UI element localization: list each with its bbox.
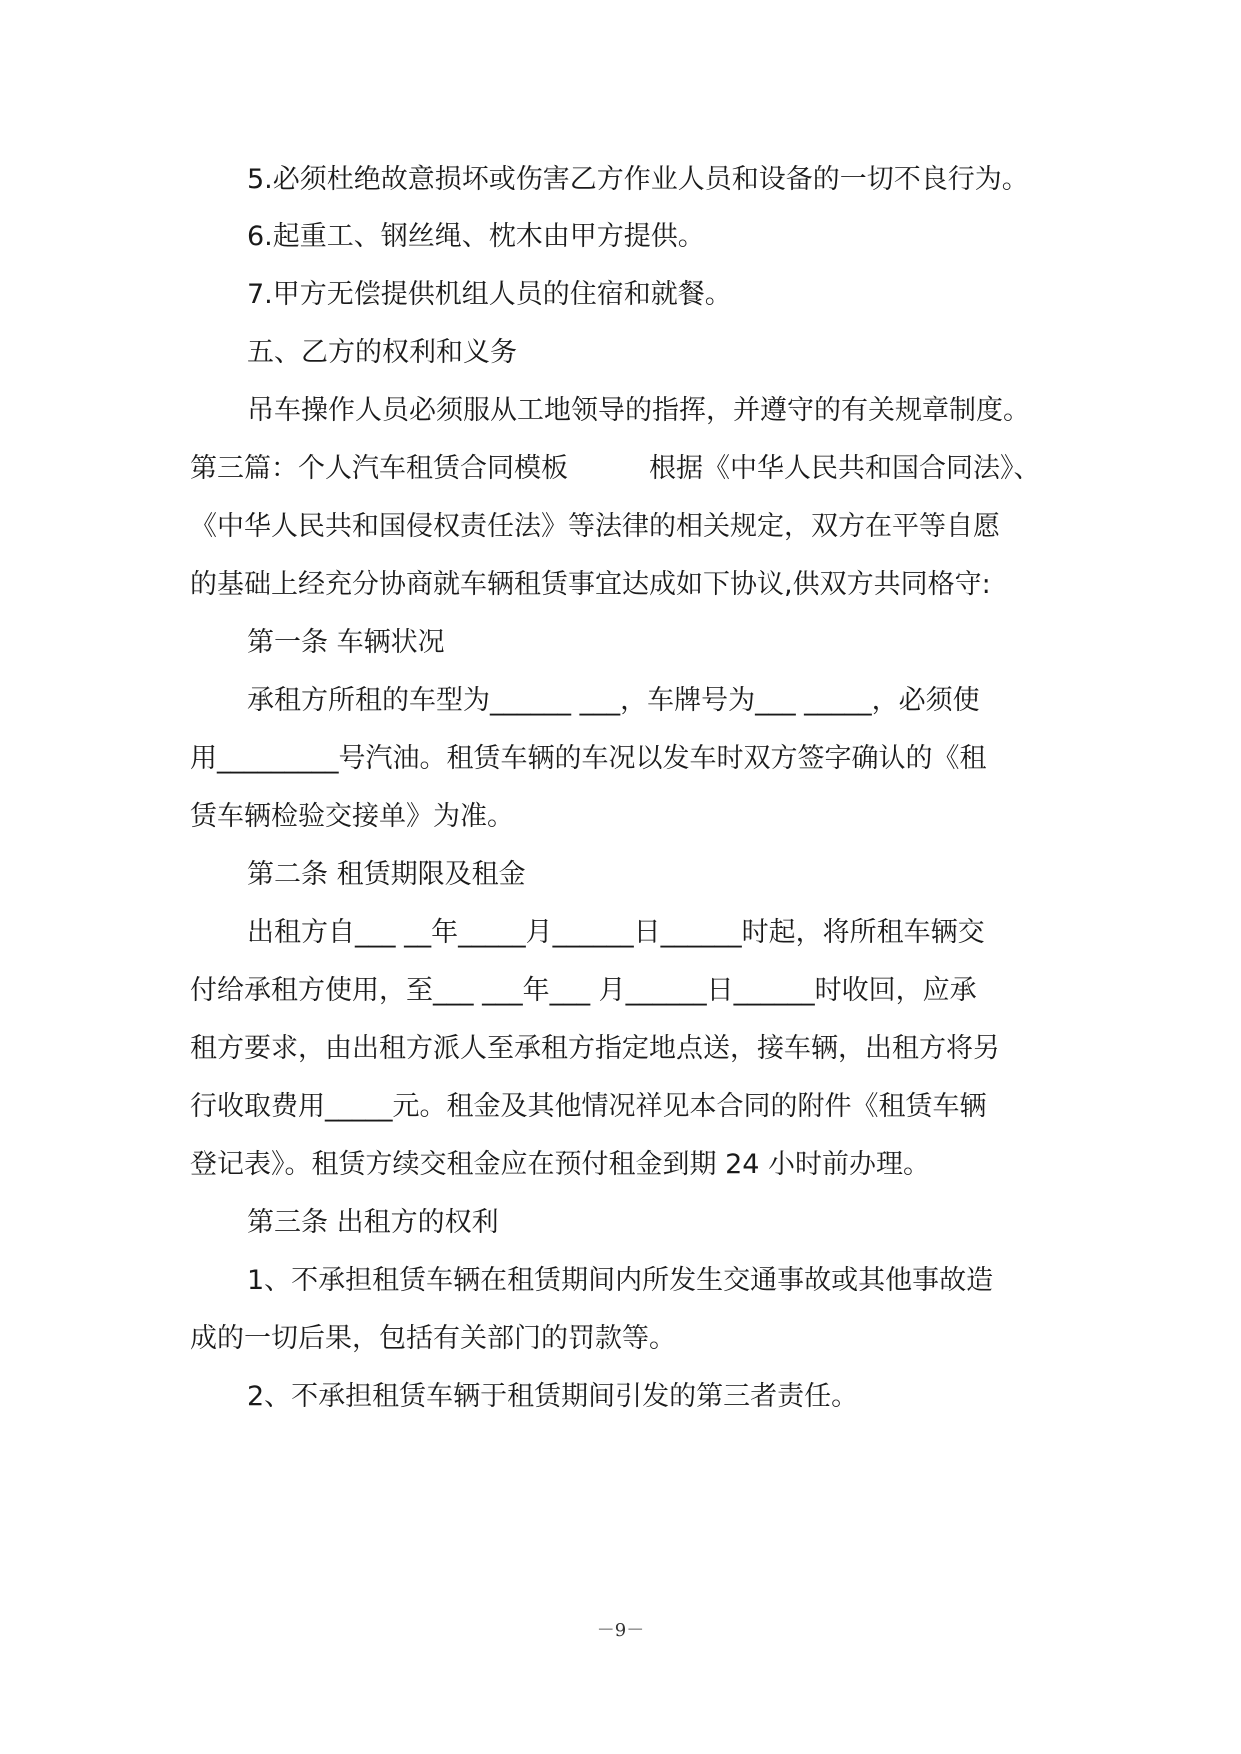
clause-line: 5.必须杜绝故意损坏或伤害乙方作业人员和设备的一切不良行为。 <box>247 164 1029 195</box>
paragraph-line: 《中华人民共和国侵权责任法》等法律的相关规定，双方在平等自愿 <box>190 511 1000 542</box>
paragraph-line: 用_________号汽油。租赁车辆的车况以发车时双方签字确认的《租 <box>190 743 987 774</box>
paragraph-line: 租方要求，由出租方派人至承租方指定地点送，接车辆，出租方将另 <box>190 1033 1000 1064</box>
clause-line: 7.甲方无偿提供机组人员的住宿和就餐。 <box>247 279 732 310</box>
paragraph-line: 付给承租方使用，至___ ___年___ 月______日______时收回，应承 <box>190 975 977 1006</box>
chapter-title-line: 第三篇：个人汽车租赁合同模板 根据《中华人民共和国合同法》、 <box>190 453 1041 484</box>
paragraph-line: 出租方自___ __年_____月______日______时起，将所租车辆交 <box>247 917 985 948</box>
paragraph-line: 的基础上经充分协商就车辆租赁事宜达成如下协议,供双方共同格守: <box>190 569 991 600</box>
article-heading: 第三条 出租方的权利 <box>247 1207 499 1238</box>
paragraph-line: 1、不承担租赁车辆在租赁期间内所发生交通事故或其他事故造 <box>247 1265 994 1296</box>
paragraph-line: 成的一切后果，包括有关部门的罚款等。 <box>190 1323 676 1354</box>
section-heading: 五、乙方的权利和义务 <box>247 337 517 368</box>
article-heading: 第一条 车辆状况 <box>247 627 445 658</box>
page-number: －9－ <box>596 1620 645 1641</box>
paragraph-line: 赁车辆检验交接单》为准。 <box>190 801 514 832</box>
paragraph-line: 承租方所租的车型为______ ___，车牌号为___ _____，必须使 <box>247 685 980 716</box>
paragraph-line: 登记表》。租赁方续交租金应在预付租金到期 24 小时前办理。 <box>190 1149 931 1180</box>
paragraph-line: 行收取费用_____元。租金及其他情况祥见本合同的附件《租赁车辆 <box>190 1091 987 1122</box>
article-heading: 第二条 租赁期限及租金 <box>247 859 526 890</box>
paragraph-line: 吊车操作人员必须服从工地领导的指挥，并遵守的有关规章制度。 <box>247 395 1030 426</box>
paragraph-line: 2、不承担租赁车辆于租赁期间引发的第三者责任。 <box>247 1381 859 1412</box>
clause-line: 6.起重工、钢丝绳、枕木由甲方提供。 <box>247 221 705 252</box>
